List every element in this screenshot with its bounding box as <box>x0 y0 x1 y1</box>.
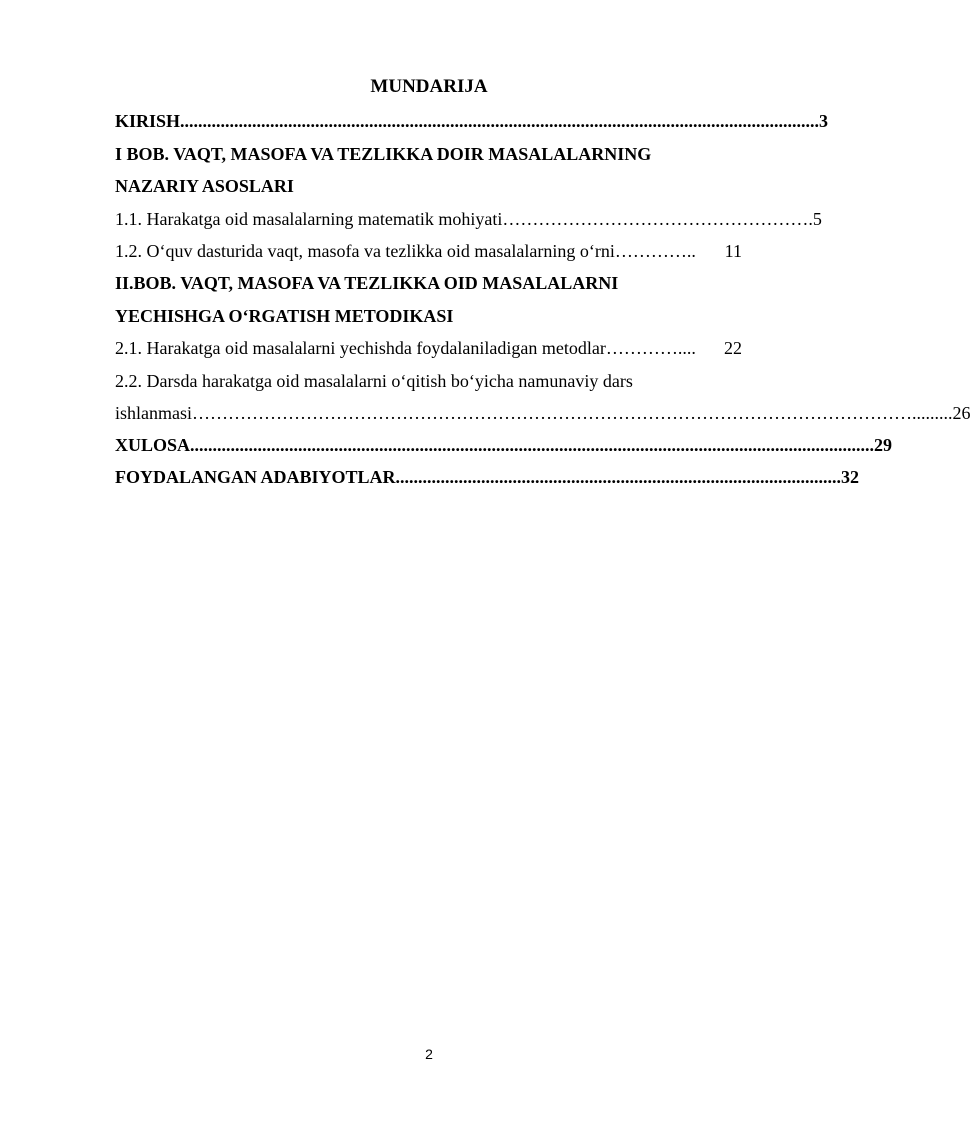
toc-chapter-2-heading-line-2[interactable]: YECHISHGA O‘RGATISH METODIKASI <box>115 306 454 326</box>
toc-entry-page: 29 <box>874 435 893 455</box>
toc-entry-text: 1.2. O‘quv dasturida vaqt, masofa va tezlikka oid masalalarning o‘rni <box>115 241 615 261</box>
toc-entry-text: 2.1. Harakatga oid masalalarni yechishda foydalaniladigan metodlar <box>115 338 606 358</box>
toc-entry-page: 32 <box>841 467 860 487</box>
toc-entry-2-2-line-2[interactable] <box>115 402 971 424</box>
toc-entry-2-1[interactable] <box>115 337 742 359</box>
toc-chapter-2-heading-line-1[interactable]: II.BOB. VAQT, MASOFA VA TEZLIKKA OID MASALALARNI <box>115 273 619 293</box>
toc-leader-dots: ................................................................................................... <box>395 467 842 487</box>
toc-entry-page: 11 <box>724 241 742 261</box>
toc-entry-text: XULOSA <box>115 435 191 455</box>
toc-entry-text: ishlanmasi <box>115 403 192 423</box>
page-number: 2 <box>425 1046 433 1062</box>
toc-entry-xulosa[interactable] <box>115 434 893 456</box>
toc-leader-dots: ……………………………………………. <box>502 209 813 229</box>
toc-entry-page: 26 <box>952 403 971 423</box>
toc-chapter-1-heading-line-2[interactable]: NAZARIY ASOSLARI <box>115 176 294 196</box>
toc-entry-page: 22 <box>724 338 742 358</box>
toc-entry-text: 1.1. Harakatga oid masalalarning matematik mohiyati <box>115 209 503 229</box>
toc-title: MUNDARIJA <box>370 76 488 97</box>
toc-entry-1-2[interactable] <box>115 240 742 262</box>
toc-entry-page: 3 <box>819 111 829 131</box>
toc-leader-dots: ........................................................................................................................................................ <box>190 435 875 455</box>
toc-entry-kirish[interactable] <box>115 110 829 132</box>
toc-entry-page: 5 <box>812 209 822 229</box>
toc-entry-text: FOYDALANGAN ADABIYOTLAR <box>115 467 396 487</box>
toc-leader-dots: ………….. <box>614 241 696 261</box>
toc-chapter-1-heading-line-1[interactable]: I BOB. VAQT, MASOFA VA TEZLIKKA DOIR MASALALARNING <box>115 144 652 164</box>
toc-leader-dots: …………………………………………………………………………………………………………......... <box>192 403 953 423</box>
toc-entry-1-1[interactable] <box>115 208 822 230</box>
toc-entry-foydalangan-adabiyotlar[interactable] <box>115 466 860 488</box>
toc-entry-text: KIRISH <box>115 111 181 131</box>
toc-leader-dots: .............................................................................................................................................. <box>180 111 820 131</box>
toc-entry-2-2-line-1[interactable]: 2.2. Darsda harakatga oid masalalarni o‘qitish bo‘yicha namunaviy dars <box>115 371 633 391</box>
toc-leader-dots: ………….... <box>605 338 696 358</box>
